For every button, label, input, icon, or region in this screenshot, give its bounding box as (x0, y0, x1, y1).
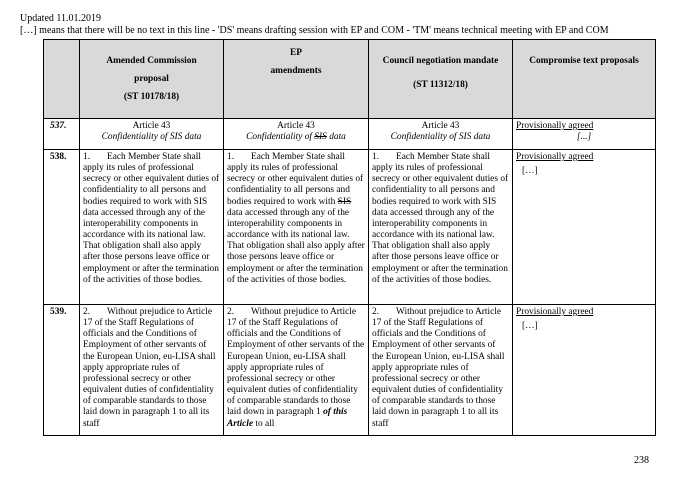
council-header-l1: Council negotiation mandate (382, 56, 499, 66)
legend-note: […] means that there will be no text in this line - 'DS' means drafting session with EP and COM - 'TM' means technical meeting with EP and COM (20, 25, 609, 36)
row-number: 539. (44, 305, 80, 436)
paragraph-text: Without prejudice to Article 17 of the Staff Regulations of officials and the Conditions of Employment of other servants of the European Union, eu-LISA shall apply appropriate rules of professional secrecy or other equivalent duties of confidentiality of comparable standards to those laid down in paragraph 1 (227, 307, 365, 418)
subtitle-part: Confidentiality of (246, 132, 315, 143)
paragraph-text: Each Member State shall apply its rules of professional secrecy or other equivalent duties of confidentiality to all persons and bodies required to work with (227, 152, 364, 207)
article-subtitle (227, 132, 365, 143)
compromise-header (513, 40, 656, 119)
paragraph-number: 2. (83, 307, 91, 317)
table-header-row (44, 40, 656, 119)
paragraph-number: 2. (227, 307, 235, 317)
compromise-text: […] (522, 321, 538, 332)
commission-header-l2: proposal (134, 74, 169, 84)
table-row (44, 305, 656, 436)
commission-cell (80, 119, 224, 150)
paragraph-text: Each Member State shall apply its rules of professional secrecy or other equivalent duties of confidentiality to all persons and bodies required to work with SIS data accessed through any of the interoperability components in accordance with its national law. That obligation shall also apply after those persons leave office or employment or after the termination of the activities of those bodies. (372, 152, 509, 285)
commission-cell (80, 150, 224, 305)
ep-header (224, 40, 369, 119)
page-number: 238 (634, 455, 649, 466)
status-label: Provisionally agreed (516, 152, 594, 162)
compromise-cell (513, 305, 656, 436)
paragraph-text: Without prejudice to Article 17 of the Staff Regulations of officials and the Conditions of Employment of other servants of the European Union, eu-LISA shall apply appropriate rules of professional secrecy or other equivalent duties of confidentiality of comparable standards to those laid down in paragraph 1 to all its staff (372, 307, 505, 429)
num-header (44, 40, 80, 119)
compromise-cell (513, 119, 656, 150)
article-subtitle: Confidentiality of SIS data (390, 132, 491, 143)
council-cell (369, 305, 513, 436)
deleted-text: SIS (314, 132, 327, 143)
commission-header (80, 40, 224, 119)
article-subtitle: Confidentiality of SIS data (101, 132, 202, 143)
commission-cell (80, 305, 224, 436)
paragraph-number: 2. (372, 307, 380, 317)
ep-cell (224, 305, 369, 436)
status-label: Provisionally agreed (516, 121, 594, 131)
paragraph-text: Each Member State shall apply its rules of professional secrecy or other equivalent duties of confidentiality to all persons and bodies required to work with SIS data accessed through any of the interoperability components in accordance with its national law. That obligation shall also apply after those persons leave office or employment or after the termination of the activities of those bodies. (83, 152, 220, 285)
status-label: Provisionally agreed (516, 307, 594, 317)
council-cell (369, 119, 513, 150)
ep-header-l1: EP (290, 48, 302, 58)
paragraph-number: 1. (227, 152, 235, 162)
ep-cell (224, 119, 369, 150)
paragraph-number: 1. (83, 152, 91, 162)
added-text: of this Article (227, 407, 348, 429)
table-row (44, 150, 656, 305)
deleted-text: SIS (337, 196, 352, 207)
article-title: Article 43 (421, 121, 460, 131)
council-header-l2: (ST 11312/18) (413, 80, 468, 90)
updated-date: Updated 11.01.2019 (20, 13, 102, 24)
commission-header-l3: (ST 10178/18) (123, 92, 180, 102)
compromise-header-l1: Compromise text proposals (529, 56, 639, 66)
subtitle-part: data (326, 132, 346, 143)
paragraph-text: data accessed through any of the interoperability components in accordance with its national law. That obligation shall also apply after those persons leave office or employment or after the termination of the activities of those bodies. (227, 207, 365, 285)
paragraph-text: to all (253, 418, 275, 429)
compromise-cell (513, 150, 656, 305)
compromise-text: [...] (576, 132, 592, 143)
compromise-text: […] (522, 166, 538, 177)
table-row (44, 119, 656, 150)
row-number: 538. (44, 150, 80, 305)
comparison-table (43, 39, 656, 436)
commission-header-l1: Amended Commission (106, 56, 197, 66)
article-title: Article 43 (277, 121, 315, 131)
ep-cell (224, 150, 369, 305)
paragraph-number: 1. (372, 152, 380, 162)
council-cell (369, 150, 513, 305)
article-title: Article 43 (132, 121, 171, 131)
paragraph-text: Without prejudice to Article 17 of the Staff Regulations of officials and the Conditions of Employment of other servants of the European Union, eu-LISA shall apply appropriate rules of professional secrecy or other equivalent duties of confidentiality of comparable standards to those laid down in paragraph 1 to all its staff (83, 307, 216, 429)
ep-header-l2: amendments (270, 66, 322, 76)
council-header (369, 40, 513, 119)
row-number: 537. (44, 119, 80, 150)
